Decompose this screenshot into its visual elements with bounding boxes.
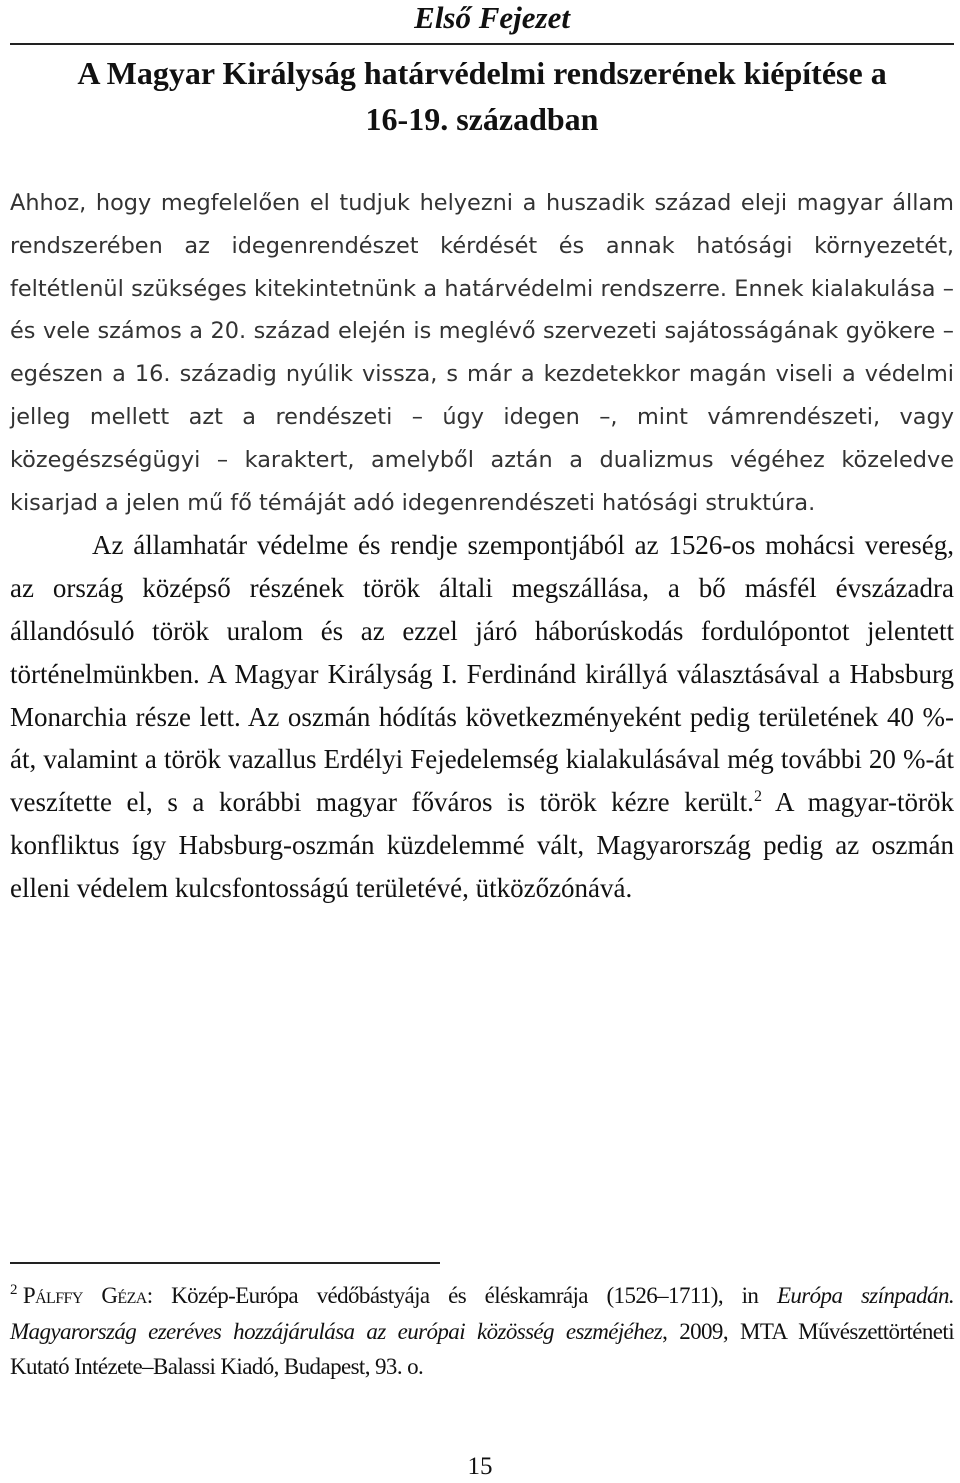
footnote-volume-title: Európa színpadán. Magyarország ezeréves hozzájárulása az európai közösség eszméjéhez [10, 1283, 954, 1344]
footnote-reference[interactable]: 2 [753, 788, 762, 806]
footnote-separator [10, 1262, 440, 1264]
page-number: 15 [467, 1453, 493, 1480]
paragraph-2 [10, 524, 954, 909]
running-header [414, 0, 570, 36]
paragraph-2-continuation: A magyar-török konfliktus így Habsburg-oszmán küzdelemmé vált, Magyarország pedig az oszmán elleni védelem kulcsfontosságú területévé, ütközőzónává. [10, 787, 954, 903]
footnote [10, 1278, 954, 1385]
paragraph-2-text: Az államhatár védelme és rendje szempontjából az 1526-os mohácsi vereség, az ország középső részének török általi megszállása, a bő másfél évszázadra állandósuló török uralom és az ezzel járó háborúskodás fordulópontot jelentett történelmünkben. A Magyar Királyság I. Ferdinánd királlyá választásával a Habsburg Monarchia része lett. Az oszmán hódítás következményeként pedig területének 40 %-át, valamint a török vazallus Erdélyi Fejedelemség kialakulásával még további 20 %-át veszítette el, s a korábbi magyar főváros is török kézre került. [10, 530, 954, 818]
paragraph-1: Ahhoz, hogy megfelelően el tudjuk helyezni a huszadik század eleji magyar állam rendszerében az idegenrendészet kérdését és annak hatósági környezetét, feltétlenül szükséges kitekintetnünk a határvédelmi rendszerre. Ennek kialakulása – és vele számos a 20. század elején is meglévő szervezeti sajátosságának gyökere – egészen a 16. századig nyúlik vissza, s már a kezdetekkor magán viseli a védelmi jelleg mellett azt a rendészeti – úgy idegen –, mint vámrendészeti, vagy közegészségügyi – karaktert, amelyből aztán a dualizmus végéhez közeledve kisarjad a jelen mű fő témáját adó idegenrendészeti hatósági struktúra. [10, 190, 954, 516]
chapter-title-line-1: A Magyar Királyság határvédelmi rendszerének kiépítése a [77, 55, 887, 91]
footnote-number: 2 [10, 1282, 17, 1298]
running-header-title: Első Fejezet [414, 0, 570, 35]
chapter-title-line-2: 16-19. században [365, 101, 599, 137]
footnote-publication: , 2009, MTA Művészettörténeti Kutató Intézete–Balassi Kiadó, Budapest, 93. o. [10, 1318, 954, 1379]
body-text [10, 182, 954, 910]
footnote-work-title: : Közép-Európa védőbástyája és éléskamrája (1526–1711), in [146, 1283, 777, 1308]
footnote-author: Pálffy Géza [22, 1283, 147, 1308]
header-rule [10, 43, 954, 45]
chapter-title [10, 50, 954, 142]
